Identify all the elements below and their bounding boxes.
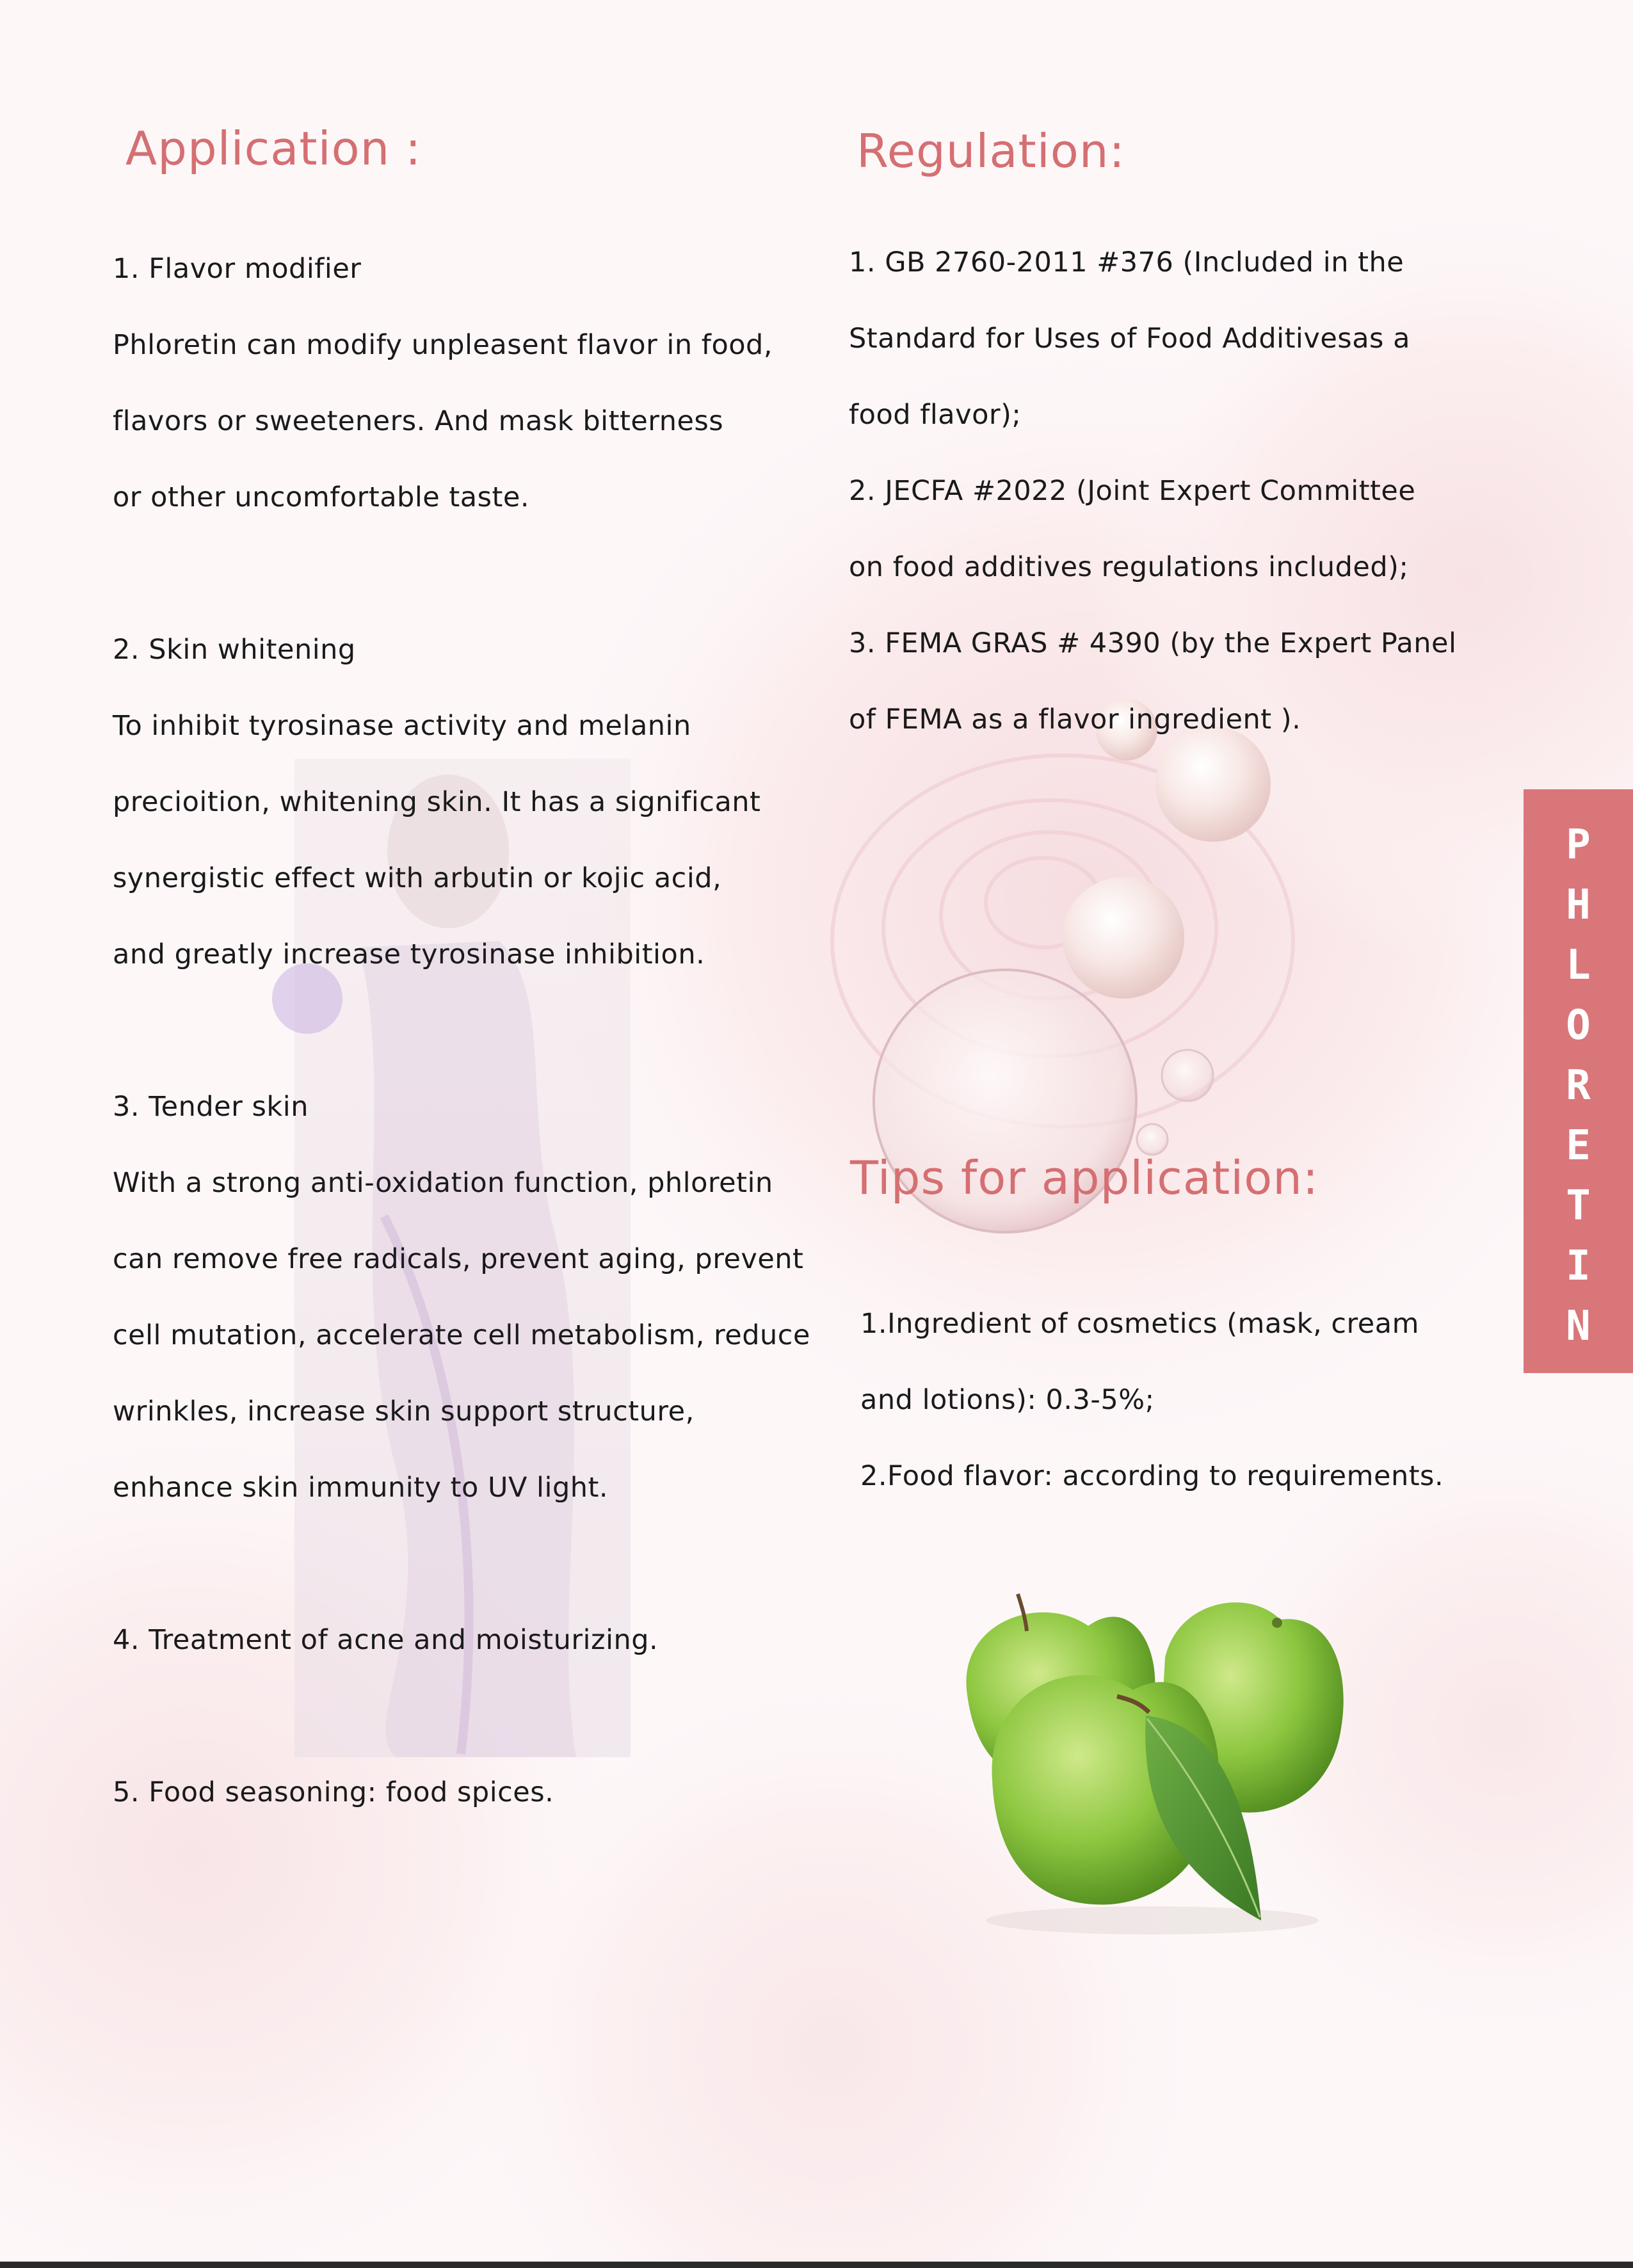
application-heading: Application : bbox=[125, 122, 422, 175]
application-line: Phloretin can modify unpleasent flavor in food, bbox=[113, 329, 773, 361]
spacer bbox=[113, 536, 810, 612]
application-line: 5. Food seasoning: food spices. bbox=[113, 1776, 554, 1808]
application-line: 2. Skin whitening bbox=[113, 634, 356, 666]
tips-heading: Tips for application: bbox=[850, 1151, 1319, 1205]
regulation-line: 2. JECFA #2022 (Joint Expert Committee bbox=[849, 475, 1416, 507]
side-tab-letter: I bbox=[1566, 1243, 1591, 1290]
regulation-heading: Regulation: bbox=[857, 124, 1125, 178]
side-tab-letter: P bbox=[1566, 821, 1591, 869]
regulation-line: Standard for Uses of Food Additivesas a bbox=[849, 323, 1410, 355]
regulation-line: of FEMA as a flavor ingredient ). bbox=[849, 704, 1301, 736]
side-tab-letter: N bbox=[1566, 1303, 1591, 1350]
application-line: wrinkles, increase skin support structure, bbox=[113, 1395, 695, 1428]
application-line: synergistic effect with arbutin or kojic acid, bbox=[113, 862, 722, 894]
regulation-line: food flavor); bbox=[849, 399, 1022, 431]
application-line: can remove free radicals, prevent aging, prevent bbox=[113, 1243, 804, 1275]
application-line: With a strong anti-oxidation function, phloretin bbox=[113, 1167, 773, 1199]
spacer bbox=[113, 993, 810, 1069]
side-tab-letter: H bbox=[1566, 881, 1591, 929]
application-line: 3. Tender skin bbox=[113, 1091, 309, 1123]
application-line: or other uncomfortable taste. bbox=[113, 481, 530, 513]
application-line: To inhibit tyrosinase activity and melanin bbox=[113, 710, 691, 742]
application-line: cell mutation, accelerate cell metabolism, reduce bbox=[113, 1319, 810, 1351]
tips-list bbox=[860, 1286, 1444, 1515]
phloretin-side-tab bbox=[1524, 789, 1633, 1373]
application-line: 1. Flavor modifier bbox=[113, 253, 362, 285]
application-line: and greatly increase tyrosinase inhibition. bbox=[113, 938, 705, 970]
spacer bbox=[113, 1526, 810, 1602]
green-apples-image bbox=[947, 1581, 1357, 1940]
regulation-line: 3. FEMA GRAS # 4390 (by the Expert Panel bbox=[849, 627, 1457, 659]
application-line: flavors or sweeteners. And mask bitterness bbox=[113, 405, 724, 437]
tips-line: 1.Ingredient of cosmetics (mask, cream bbox=[860, 1308, 1419, 1340]
regulation-line: on food additives regulations included); bbox=[849, 551, 1409, 583]
regulation-list bbox=[849, 225, 1456, 758]
tips-line: 2.Food flavor: according to requirements. bbox=[860, 1460, 1444, 1492]
application-line: enhance skin immunity to UV light. bbox=[113, 1472, 609, 1504]
application-line: 4. Treatment of acne and moisturizing. bbox=[113, 1624, 659, 1656]
application-line: precioition, whitening skin. It has a significant bbox=[113, 786, 761, 818]
regulation-line: 1. GB 2760-2011 #376 (Included in the bbox=[849, 246, 1404, 278]
side-tab-letter: L bbox=[1566, 942, 1591, 989]
side-tab-letter: T bbox=[1566, 1182, 1591, 1230]
bottom-border bbox=[0, 2262, 1633, 2268]
side-tab-letter: E bbox=[1566, 1122, 1591, 1170]
side-tab-letter: O bbox=[1566, 1002, 1591, 1049]
application-list bbox=[113, 231, 810, 1831]
spacer bbox=[113, 1678, 810, 1755]
side-tab-letter: R bbox=[1566, 1062, 1591, 1109]
tips-line: and lotions): 0.3-5%; bbox=[860, 1384, 1155, 1416]
